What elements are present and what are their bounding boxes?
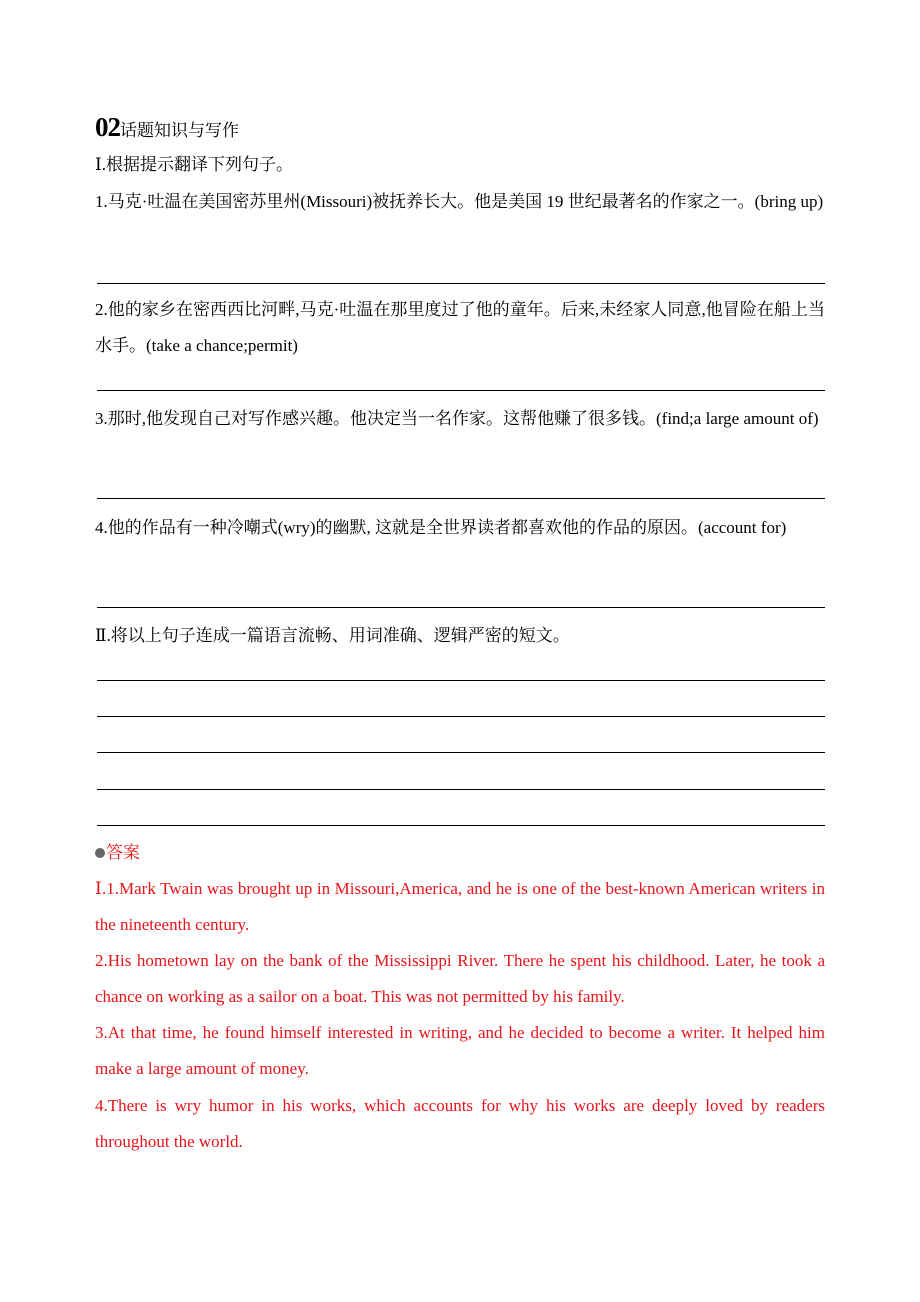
part1-instruction: Ⅰ.根据提示翻译下列句子。 bbox=[95, 155, 293, 174]
essay-line bbox=[97, 789, 825, 790]
essay-line bbox=[97, 716, 825, 717]
answer-2: 2.His hometown lay on the bank of the Mississippi River. There he spent his childhood. Later, he took a chance on working as a sailor on a boat. This was not permitted by his family. bbox=[95, 951, 825, 1006]
section-title: 话题知识与写作 bbox=[120, 121, 239, 140]
question-4: 4.他的作品有一种冷嘲式(wry)的幽默, 这就是全世界读者都喜欢他的作品的原因。(account for) bbox=[95, 518, 787, 537]
answer-line-1 bbox=[97, 283, 825, 284]
essay-line bbox=[97, 752, 825, 753]
question-2: 2.他的家乡在密西西比河畔,马克·吐温在那里度过了他的童年。后来,未经家人同意,他冒险在船上当水手。(take a chance;permit) bbox=[95, 300, 825, 355]
answer-line-3 bbox=[97, 498, 825, 499]
answer-3: 3.At that time, he found himself interested in writing, and he decided to become a writer. It helped him make a large amount of money. bbox=[95, 1023, 825, 1078]
question-3: 3.那时,他发现自己对写作感兴趣。他决定当一名作家。这帮他赚了很多钱。(find;a large amount of) bbox=[95, 409, 819, 428]
answer-4: 4.There is wry humor in his works, which accounts for why his works are deeply loved by readers throughout the world. bbox=[95, 1096, 825, 1151]
question-1: 1.马克·吐温在美国密苏里州(Missouri)被抚养长大。他是美国 19 世纪最著名的作家之一。(bring up) bbox=[95, 192, 824, 211]
part2-instruction: Ⅱ.将以上句子连成一篇语言流畅、用词准确、逻辑严密的短文。 bbox=[95, 626, 570, 645]
answer-bullet-icon bbox=[95, 848, 105, 858]
essay-line bbox=[97, 680, 825, 681]
section-number: 02 bbox=[95, 112, 120, 142]
answer-line-4 bbox=[97, 607, 825, 608]
answer-1: Ⅰ.1.Mark Twain was brought up in Missouri,America, and he is one of the best-known American writers in the nineteenth century. bbox=[95, 879, 825, 934]
answer-heading bbox=[95, 840, 140, 866]
section-heading bbox=[95, 112, 239, 146]
essay-line bbox=[97, 825, 825, 826]
answer-heading-text: 答案 bbox=[106, 843, 140, 862]
answer-line-2 bbox=[97, 390, 825, 391]
